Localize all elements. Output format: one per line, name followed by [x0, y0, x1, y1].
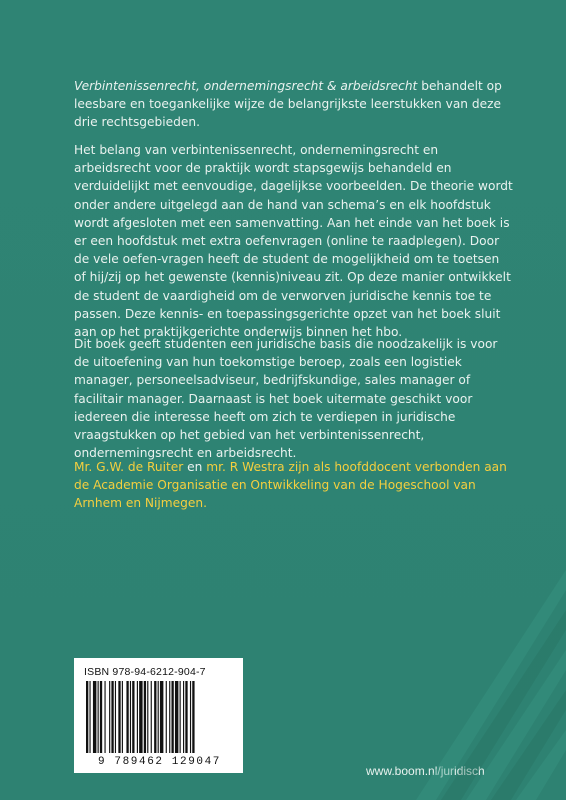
barcode-bar — [130, 681, 131, 753]
barcode-bar — [137, 681, 138, 753]
authors-affiliation: zijn als hoofddocent verbonden aan de Academie Organisatie en Ontwikkeling van de Hogeschool van Arnhem en Nijmegen. — [74, 460, 507, 511]
barcode-bar — [166, 681, 167, 753]
barcode-bar — [93, 681, 96, 753]
barcode-bar — [132, 681, 134, 753]
author-connector: en — [183, 460, 207, 474]
publisher-website: www.boom.nl/juridisch — [366, 764, 485, 778]
author-name-1: Mr. G.W. de Ruiter — [74, 460, 184, 474]
barcode-digits: 9 789462 129047 — [97, 756, 222, 768]
barcode-bar — [171, 681, 173, 753]
barcode-bar — [126, 681, 128, 753]
barcode-bar — [100, 681, 102, 753]
barcode-bar — [175, 681, 178, 753]
barcode-bar — [147, 681, 148, 753]
barcode-panel — [74, 658, 243, 773]
barcode-bar — [118, 681, 120, 753]
barcode-bar — [154, 681, 156, 753]
barcode-bar — [190, 681, 191, 753]
author-name-2: mr. R Westra — [206, 460, 285, 474]
barcode-bar — [169, 681, 170, 753]
barcode-bar — [160, 681, 163, 753]
description-paragraph: Het belang van verbintenissenrecht, ondernemingsrecht en arbeidsrecht voor de praktijk wordt stapsgewijs behandeld en verduidelijkt met eenvoudige, dagelijkse voorbeelden. De theorie wordt onder andere uitgelegd aan de hand van schema’s en elk hoofdstuk wordt afgesloten met een samenvatting. Aan het einde van het boek is er een hoofdstuk met extra oefenvragen (online te raadplegen). Door de vele oefen-vragen heeft de student de mogelijkheid om te toetsen of hij/zij op het gewenste (kennis)niveau zit. Op deze manier ontwikkelt de student de vaardigheid om de verworven juridische kennis toe te passen. Deze kennis- en toepassingsgerichte opzet van het boek sluit aan op het praktijkgerichte onderwijs binnen het hbo. — [74, 143, 513, 340]
barcode-bar — [115, 681, 116, 753]
barcode-bar — [151, 681, 152, 753]
isbn-label: ISBN 978-94-6212-904-7 — [84, 666, 206, 678]
intro-paragraph — [74, 77, 514, 132]
barcode-bar — [89, 681, 90, 753]
barcode-bar — [111, 681, 113, 753]
barcode-bar — [122, 681, 123, 753]
book-title-italic: Verbintenissenrecht, ondernemingsrecht & arbeidsrecht — [74, 79, 418, 93]
barcode-bar — [180, 681, 181, 753]
barcode-bar — [144, 681, 146, 753]
barcode-bar — [86, 681, 88, 753]
authors-paragraph — [74, 458, 514, 513]
barcode-bar — [158, 681, 159, 753]
barcode-bar — [183, 681, 184, 753]
barcode-bar — [109, 681, 110, 753]
intro-text: behandelt op leesbare en toegankelijke wijze de belangrijkste leerstukken van deze drie rechtsgebieden. — [74, 79, 502, 130]
barcode-bar — [139, 681, 142, 753]
audience-paragraph: Dit boek geeft studenten een juridische basis die noodzakelijk is voor de uitoefening van hun toekomstige beroep, zoals een logistiek manager, personeelsadviseur, bedrijfskundige, sales manager of facilitair manager. Daarnaast is het boek uitermate geschikt voor iedereen die interesse heeft om zich te verdiepen in juridische vraagstukken op het gebied van het verbintenissenrecht, ondernemingsrecht en arbeidsrecht. — [74, 337, 498, 461]
barcode-bar — [185, 681, 187, 753]
barcode-bars — [84, 681, 234, 755]
barcode-bar — [192, 681, 194, 753]
barcode-bar — [104, 681, 105, 753]
barcode-bar — [98, 681, 99, 753]
